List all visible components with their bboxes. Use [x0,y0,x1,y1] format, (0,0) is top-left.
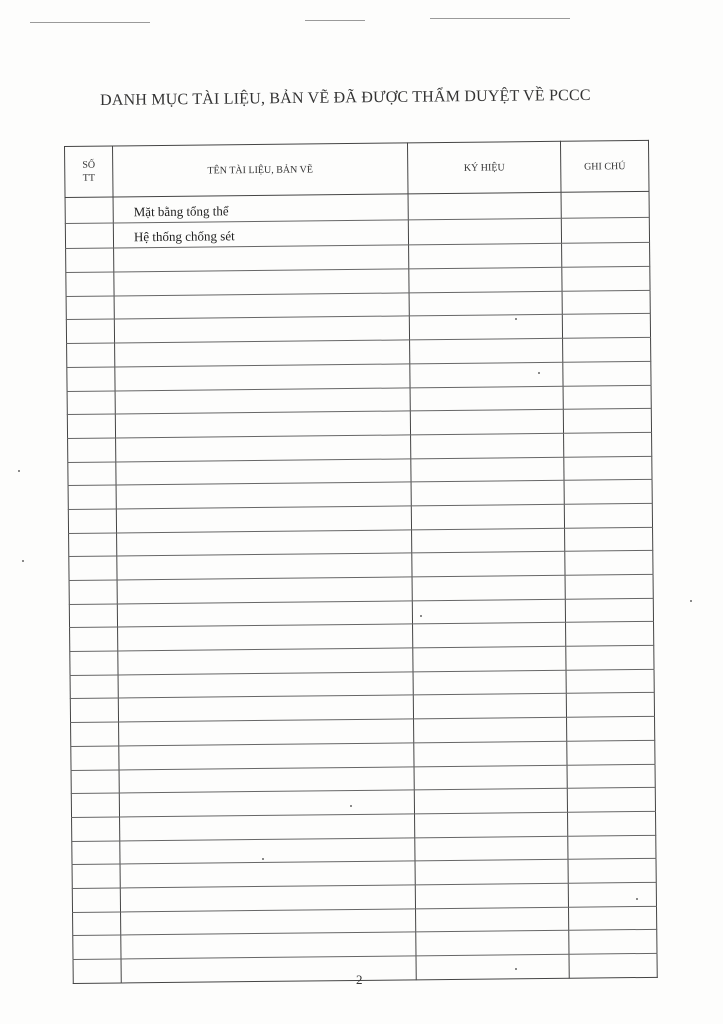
row-note [568,859,656,884]
row-note [565,527,653,552]
row-stt [69,580,117,604]
row-stt [67,390,115,414]
row-note [561,191,649,218]
row-symbol [415,860,568,885]
row-note [564,456,652,481]
row-document-name [114,316,409,343]
header-document-name: TÊN TÀI LIỆU, BẢN VẼ [113,143,409,197]
row-symbol [411,457,564,482]
row-document-name [117,553,412,580]
document-list-table [64,140,658,984]
row-stt [71,769,119,793]
row-document-name [116,435,411,462]
row-symbol [416,954,569,979]
scan-speck [350,805,352,807]
row-note [568,882,656,907]
row-symbol [410,338,563,363]
row-note [567,716,655,741]
row-document-name [116,482,411,509]
row-symbol [414,788,567,813]
row-stt [71,746,119,770]
row-stt [72,817,120,841]
scan-speck [420,615,422,617]
row-symbol [412,528,565,553]
row-stt [70,651,118,675]
page-number: 2 [356,972,363,987]
table-header-row [65,140,650,197]
row-stt [68,438,116,462]
row-stt [71,722,119,746]
row-symbol [416,931,569,956]
row-stt [70,675,118,699]
row-document-name [121,908,416,935]
row-stt [73,935,121,959]
row-document-name [117,530,412,557]
row-stt [66,296,114,320]
document-table-container [64,140,656,958]
row-document-name: Mặt bằng tổng thể [113,194,408,223]
row-symbol [413,670,566,695]
row-stt [66,319,114,343]
row-note [564,432,652,457]
row-note [569,930,657,955]
row-stt [66,272,114,296]
row-symbol [410,386,563,411]
row-document-name [119,790,414,817]
row-note [567,764,655,789]
row-note [566,645,654,670]
row-symbol [409,267,562,292]
table-row [73,953,657,983]
row-stt [65,223,113,249]
row-note [563,337,651,362]
scan-speck [22,560,24,562]
row-stt [67,367,115,391]
row-symbol [413,694,566,719]
row-document-name [121,932,416,959]
scan-speck [515,318,517,320]
row-symbol [412,552,565,577]
row-symbol [413,623,566,648]
row-note [563,409,651,434]
row-symbol [411,481,564,506]
row-document-name [114,269,409,296]
row-document-name [116,506,411,533]
row-note [563,361,651,386]
row-stt [67,343,115,367]
row-note [566,669,654,694]
row-document-name [117,601,412,628]
row-document-name [115,387,410,414]
scan-speck [515,968,517,970]
scan-speck [262,858,264,860]
row-stt [69,556,117,580]
row-note [562,290,650,315]
header-symbol: KÝ HIỆU [407,141,561,194]
header-note: GHI CHÚ [560,140,649,192]
scan-speck [538,372,540,374]
row-document-name [117,577,412,604]
row-stt [69,604,117,628]
row-stt [68,462,116,486]
row-stt [72,864,120,888]
row-note [562,243,650,268]
row-document-name: Hệ thống chống sét [113,220,408,249]
row-stt [70,627,118,651]
scan-artifact-line [305,20,365,21]
row-symbol [412,599,565,624]
row-stt [67,414,115,438]
row-symbol [415,812,568,837]
row-symbol [409,291,562,316]
table-body [65,191,657,983]
row-document-name [119,743,414,770]
row-document-name [115,411,410,438]
row-document-name [118,648,413,675]
header-stt-line1: SỐ [82,159,96,171]
scan-artifact-line [430,18,570,19]
row-stt [72,888,120,912]
row-stt [71,793,119,817]
scan-speck [18,470,20,472]
row-symbol [415,883,568,908]
row-stt [73,959,121,983]
row-note [566,622,654,647]
row-note [567,740,655,765]
row-document-name [120,861,415,888]
scan-artifact-line [30,22,150,23]
row-symbol [411,433,564,458]
row-symbol [410,362,563,387]
row-document-name [120,814,415,841]
row-stt [70,698,118,722]
row-symbol [415,836,568,861]
row-stt [66,248,114,272]
row-symbol [409,315,562,340]
header-stt [65,146,114,197]
row-stt [68,485,116,509]
row-note [565,574,653,599]
row-note [566,693,654,718]
row-symbol [408,192,561,219]
row-symbol [414,717,567,742]
row-note [565,551,653,576]
document-title: DANH MỤC TÀI LIỆU, BẢN VẼ ĐÃ ĐƯỢC THẨM DUYỆT VỀ PCCC [100,86,591,109]
row-note [563,385,651,410]
row-document-name [115,340,410,367]
header-stt-line2: TT [82,172,96,184]
row-document-name [121,956,416,983]
row-symbol [416,907,569,932]
row-note [562,314,650,339]
row-symbol [409,244,562,269]
row-document-name [120,885,415,912]
row-document-name [119,766,414,793]
row-stt [72,841,120,865]
row-document-name [114,245,409,272]
row-symbol [413,646,566,671]
row-note [568,906,656,931]
scan-speck [636,898,638,900]
row-document-name [118,672,413,699]
row-stt [69,533,117,557]
row-note [568,835,656,860]
row-note [569,953,657,978]
row-document-name [118,624,413,651]
row-note [562,266,650,291]
row-note [568,811,656,836]
row-note [565,598,653,623]
row-stt [65,197,113,223]
row-document-name [118,695,413,722]
row-note [567,788,655,813]
row-note [564,503,652,528]
row-symbol [414,765,567,790]
row-symbol [408,218,561,245]
row-document-name [114,293,409,320]
row-stt [68,509,116,533]
row-note [564,480,652,505]
row-symbol [414,741,567,766]
row-document-name [115,364,410,391]
scan-speck [690,600,692,602]
row-symbol [411,504,564,529]
row-document-name [120,837,415,864]
row-note [561,217,649,244]
row-document-name [119,719,414,746]
row-symbol [410,409,563,434]
row-stt [73,912,121,936]
row-document-name [116,458,411,485]
row-symbol [412,575,565,600]
